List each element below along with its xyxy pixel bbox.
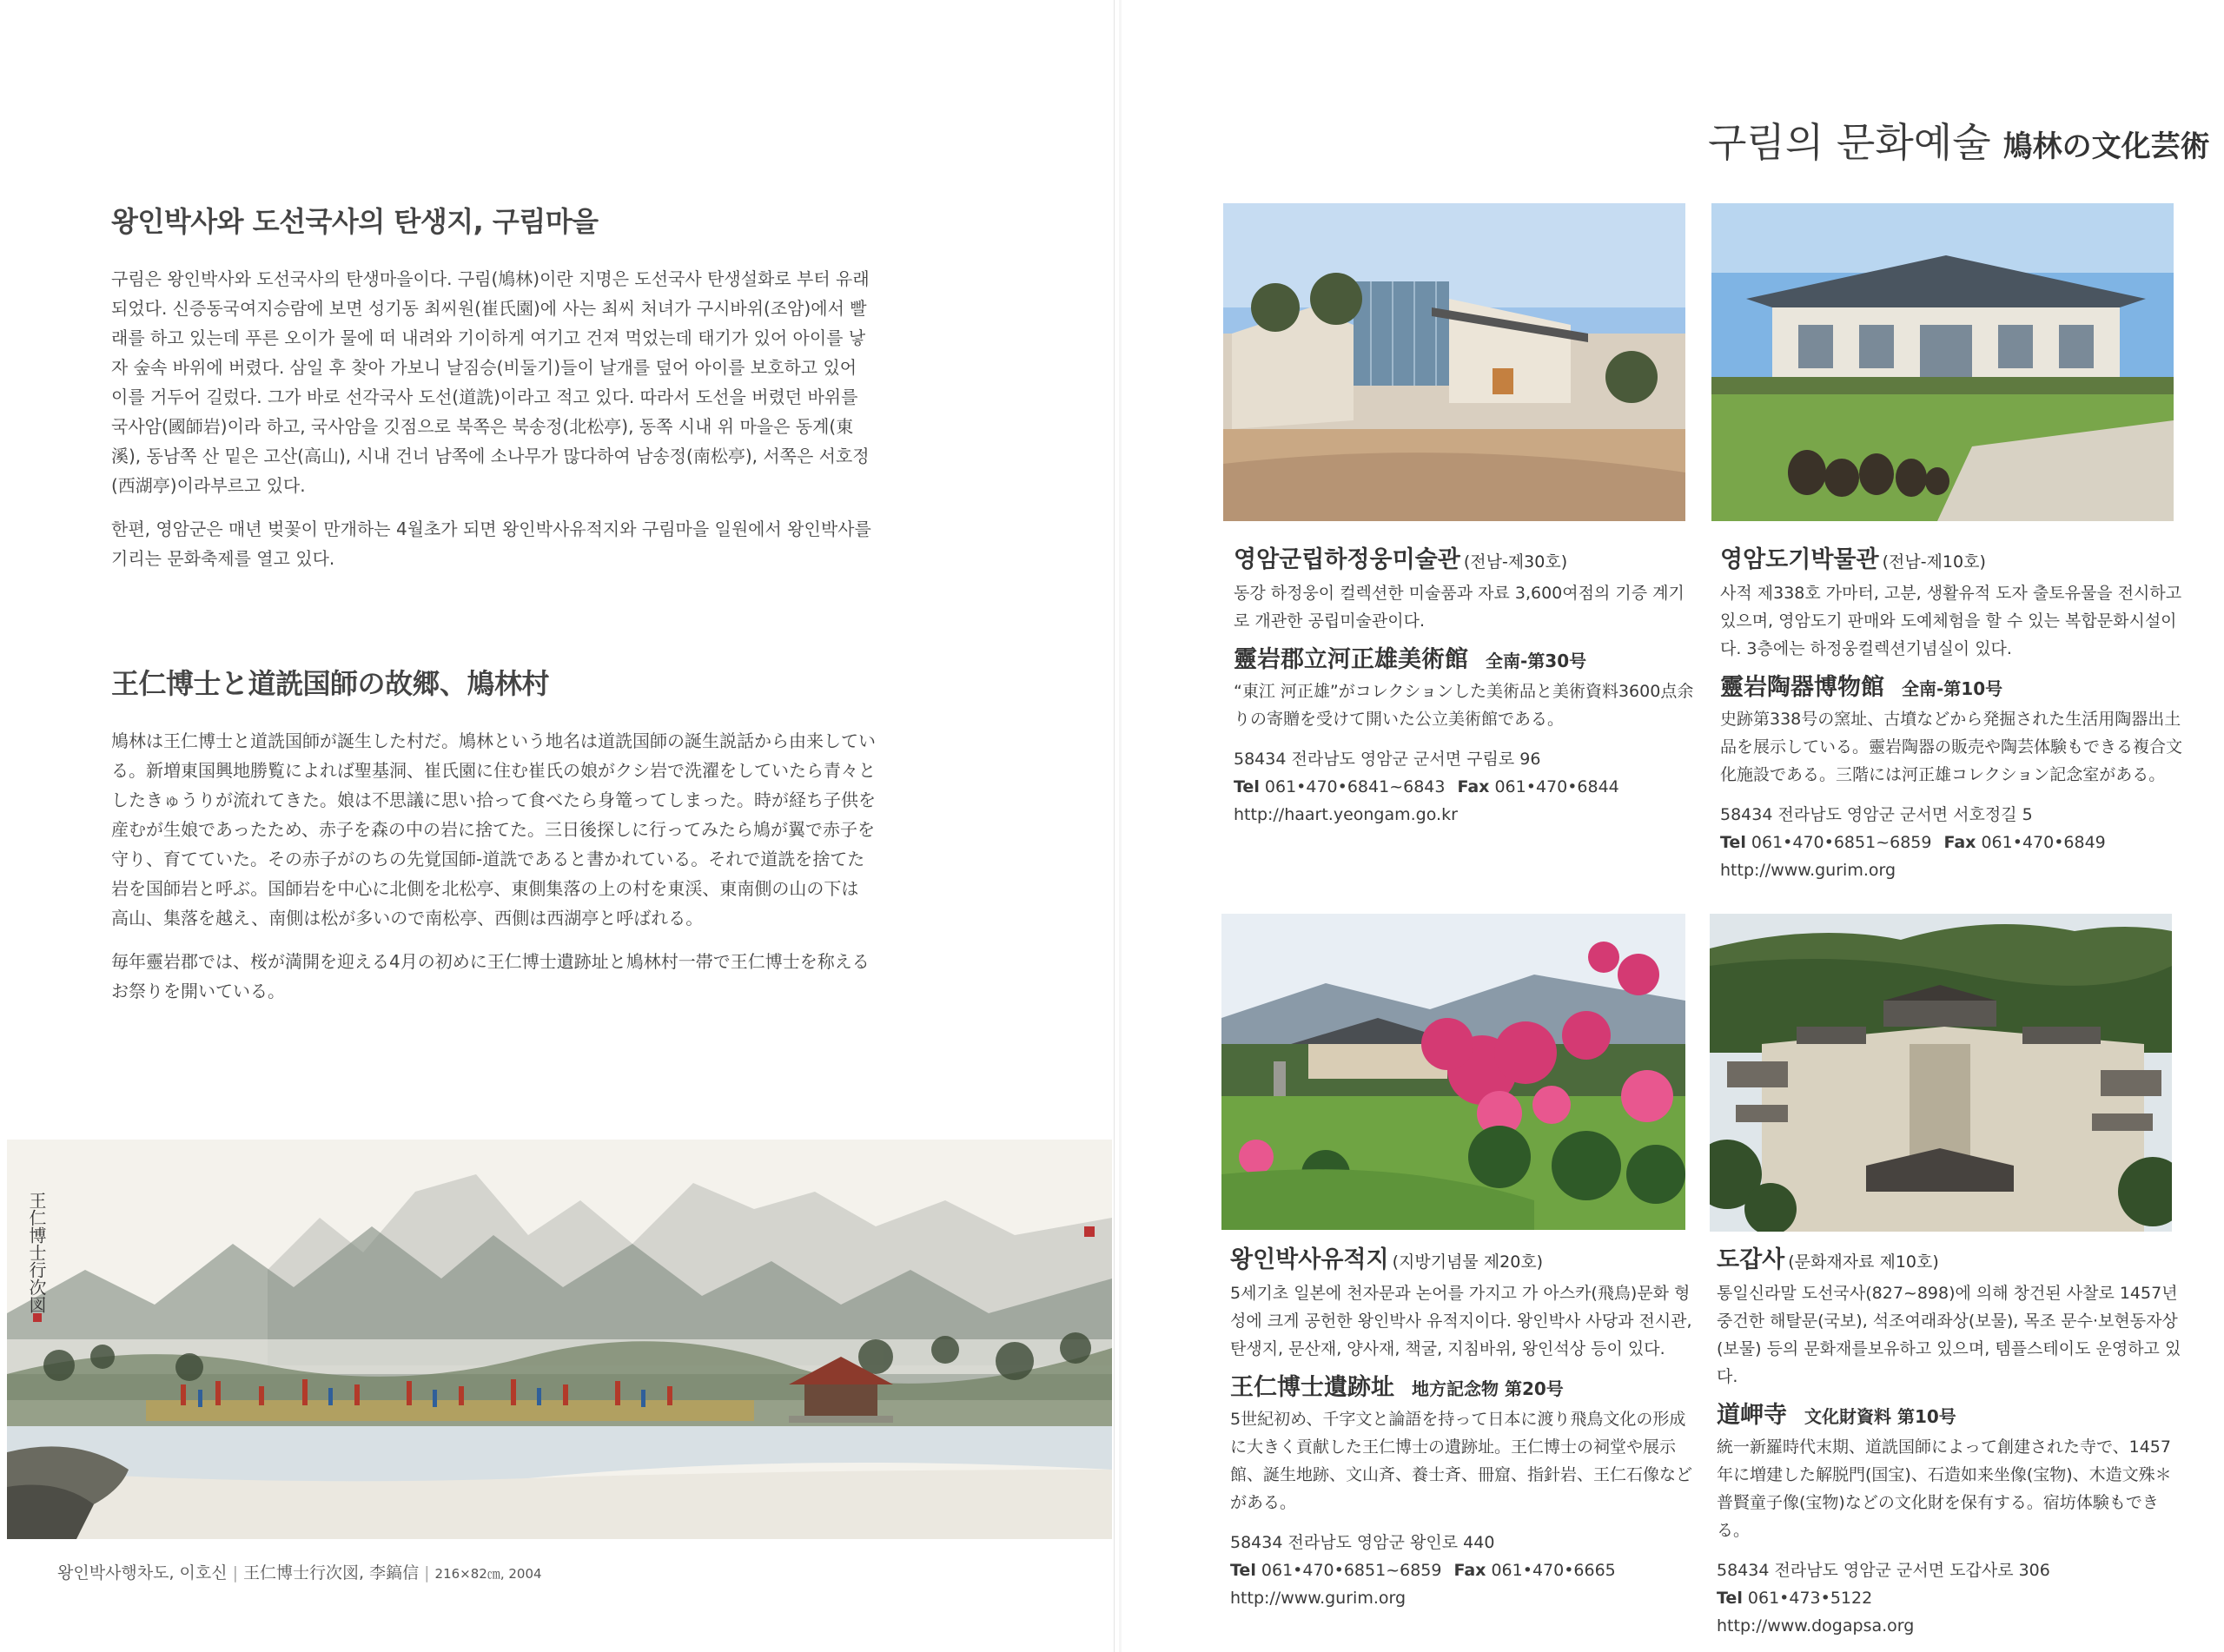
entry-url[interactable]: http://haart.yeongam.go.kr <box>1234 805 1458 824</box>
entry-address: 58434 전라남도 영암군 왕인로 440 <box>1230 1533 1495 1552</box>
japanese-paragraph-1: 鳩林は王仁博士と道詵国師が誕生した村だ。鳩林という地名は道詵国師の誕生説話から由来している。新増東国興地勝覧によれば聖基洞、崔氏園に住む崔氏の娘がクシ岩で洗濯をしていたら青々としたきゅうりが流れてきた。娘は不思議に思い拾って食べたら身篭ってしまった。時が経ち子供を産むが生娘であったため、赤子を森の中の岩に捨てた。三日後探しに行ってみたら鳩が翼で赤子を守り、育てていた。その赤子がのちの先覚国師-道詵であると書かれている。それで道詵を捨てた岩を国師岩と呼ぶ。国師岩を中心に北側を北松亭、東側集落の上の村を東渓、東南側の山の下は高山、集落を越え、南側は松が多いので南松亭、西側は西湖亭と呼ばれる。 <box>111 730 876 928</box>
entry-jp-name: 道岬寺 <box>1717 1402 1787 1429</box>
entry-jp-description: 史跡第338号の窯址、古墳などから発掘された生活用陶器出土品を展示している。靈岩陶器の販売や陶芸体験もできる複合文化施設である。三階には河正雄コレクション記念室がある。 <box>1720 710 2183 784</box>
tel-number: 061•473•5122 <box>1747 1589 1873 1608</box>
japanese-body <box>111 726 876 1020</box>
entry-phone-fax <box>1720 829 2186 856</box>
page-spine <box>1114 0 1115 1652</box>
dogapsa-temple-photo <box>1710 914 2172 1232</box>
entry-jp-description: 統一新羅時代末期、道詵国師によって創建された寺で、1457年に増建した解脱門(国宝)、石造如来坐像(宝物)、木造文殊＊普賢童子像(宝物)などの文化財を保有する。宿坊体験もできる。 <box>1717 1437 2172 1540</box>
tel-number: 061•470•6841~6843 <box>1264 777 1446 796</box>
tel-label: Tel <box>1717 1589 1743 1608</box>
entry-pottery-museum <box>1720 540 2186 884</box>
entry-phone-fax <box>1230 1556 1696 1584</box>
entry-contact <box>1720 801 2186 884</box>
right-page-header <box>1708 111 2210 169</box>
entry-jp-designation: 文化財資料 第10号 <box>1804 1406 1956 1427</box>
fax-number: 061•470•6849 <box>1981 833 2106 852</box>
art-museum-photo <box>1223 203 1685 521</box>
tel-number: 061•470•6851~6859 <box>1261 1561 1442 1580</box>
entry-jp-description: 5世紀初め、千字文と論語を持って日本に渡り飛鳥文化の形成に大きく貢献した王仁博士の遺跡址。王仁博士の祠堂や展示館、誕生地跡、文山斉、養士斉、冊窟、指針岩、王仁石像などがある。 <box>1230 1410 1693 1512</box>
entry-art-museum <box>1234 540 1699 829</box>
japanese-paragraph-2: 毎年靈岩郡では、桜が満開を迎える4月の初めに王仁博士遺跡址と鳩林村一帯で王仁博士を称えるお祭りを開いている。 <box>111 951 870 1001</box>
entry-contact <box>1230 1529 1696 1612</box>
caption-separator: | <box>424 1563 430 1583</box>
entry-jp-designation: 地方記念物 第20号 <box>1412 1378 1564 1399</box>
entry-jp-designation: 全南-第30号 <box>1486 651 1587 671</box>
entry-ko-description: 사적 제338호 가마터, 고분, 생활유적 도자 출토유물을 전시하고 있으며, 영암도기 판매와 도예체험을 할 수 있는 복합문화시설이다. 3층에는 하정웅컬렉션기념실이 있다. <box>1720 584 2182 658</box>
korean-body <box>111 264 876 587</box>
entry-contact <box>1717 1556 2182 1640</box>
entry-ko-title <box>1720 540 2186 574</box>
header-korean: 구림의 문화예술 <box>1708 119 1991 166</box>
pottery-museum-photo <box>1711 203 2174 521</box>
caption-dimensions: 216×82㎝, 2004 <box>434 1566 542 1582</box>
caption-title-jp: 王仁博士行次図, 李鎬信 <box>243 1563 420 1583</box>
caption-separator: | <box>232 1563 239 1583</box>
entry-ko-designation: (지방기념물 제20호) <box>1392 1252 1544 1272</box>
entry-ko-name: 영암군립하정웅미술관 <box>1234 546 1460 573</box>
korean-section-title: 왕인박사와 도선국사의 탄생지, 구림마을 <box>111 205 599 238</box>
japanese-section-title: 王仁博士と道詵国師の故郷、鳩林村 <box>111 667 550 700</box>
entry-jp-title <box>1717 1396 2182 1430</box>
entry-ko-name: 영암도기박물관 <box>1720 546 1879 573</box>
entry-address: 58434 전라남도 영암군 군서면 구림로 96 <box>1234 750 1541 769</box>
entry-jp-name: 王仁博士遺跡址 <box>1230 1374 1394 1401</box>
fax-label: Fax <box>1943 833 1976 852</box>
entry-ko-designation: (전남-제30호) <box>1463 552 1568 572</box>
header-japanese: 鳩林の文化芸術 <box>2002 129 2210 164</box>
entry-ko-title <box>1234 540 1699 574</box>
painting-inscription: 王仁博士行次図 <box>26 1192 47 1313</box>
entry-address: 58434 전라남도 영암군 군서면 도갑사로 306 <box>1717 1561 2050 1580</box>
page-spine-shadow <box>1119 0 1122 1652</box>
entry-jp-title <box>1234 640 1699 674</box>
painting-caption <box>57 1560 542 1583</box>
tel-label: Tel <box>1230 1561 1256 1580</box>
entry-phone <box>1717 1584 2182 1612</box>
fax-number: 061•470•6665 <box>1491 1561 1616 1580</box>
royal-procession-painting <box>7 1140 1112 1539</box>
entry-address: 58434 전라남도 영암군 군서면 서호정길 5 <box>1720 805 2033 824</box>
tel-label: Tel <box>1234 777 1260 796</box>
entry-url[interactable]: http://www.gurim.org <box>1720 861 1896 880</box>
entry-jp-name: 靈岩郡立河正雄美術館 <box>1234 646 1468 673</box>
entry-jp-title <box>1230 1368 1696 1402</box>
entry-phone-fax <box>1234 773 1699 801</box>
caption-title-ko: 왕인박사행차도, 이호신 <box>57 1563 228 1583</box>
tel-number: 061•470•6851~6859 <box>1751 833 1932 852</box>
entry-url[interactable]: http://www.dogapsa.org <box>1717 1616 1915 1635</box>
fax-label: Fax <box>1453 1561 1486 1580</box>
entry-ko-designation: (문화재자료 제10호) <box>1788 1252 1939 1272</box>
entry-ko-name: 도갑사 <box>1717 1246 1785 1273</box>
entry-ko-description: 동강 하정웅이 컬렉션한 미술품과 자료 3,600여점의 기증 계기로 개관한 공립미술관이다. <box>1234 584 1685 631</box>
korean-paragraph-2: 한편, 영암군은 매년 벚꽃이 만개하는 4월초가 되면 왕인박사유적지와 구림마을 일원에서 왕인박사를 기리는 문화축제를 열고 있다. <box>111 519 871 569</box>
fax-label: Fax <box>1457 777 1490 796</box>
entry-ko-description: 5세기초 일본에 천자문과 논어를 가지고 가 아스카(飛鳥)문화 형성에 크게 공헌한 왕인박사 유적지이다. 왕인박사 사당과 전시관, 탄생지, 문산재, 양사재, 책굴, 지침바위, 왕인석상 등이 있다. <box>1230 1284 1692 1358</box>
entry-dogapsa <box>1717 1240 2182 1640</box>
entry-ko-name: 왕인박사유적지 <box>1230 1246 1389 1273</box>
entry-jp-title <box>1720 668 2186 702</box>
wangin-site-photo <box>1221 914 1685 1230</box>
entry-url[interactable]: http://www.gurim.org <box>1230 1589 1407 1608</box>
entry-jp-designation: 全南-第10号 <box>1902 678 2003 699</box>
tel-label: Tel <box>1720 833 1746 852</box>
entry-ko-title <box>1717 1240 2182 1274</box>
entry-contact <box>1234 745 1699 829</box>
entry-jp-description: “東江 河正雄”がコレクションした美術品と美術資料3600点余りの寄贈を受けて開いた公立美術館である。 <box>1234 682 1694 729</box>
entry-ko-designation: (전남-제10호) <box>1882 552 1986 572</box>
entry-jp-name: 靈岩陶器博物館 <box>1720 674 1884 701</box>
korean-paragraph-1: 구림은 왕인박사와 도선국사의 탄생마을이다. 구림(鳩林)이란 지명은 도선국사 탄생설화로 부터 유래되었다. 신증동국여지승람에 보면 성기동 최씨원(崔氏園)에 사는 최씨 처녀가 구시바위(조암)에서 빨래를 하고 있는데 푸른 오이가 물에 떠 내려와 기이하게 여기고 건져 먹었는데 태기가 있어 아이를 낳자 숲속 바위에 버렸다. 삼일 후 찾아 가보니 날짐승(비둘기)들이 날개를 덮어 아이를 보호하고 있어 이를 거두어 길렀다. 그가 바로 선각국사 도선(道詵)이라고 적고 있다. 따라서 도선을 버렸던 바위를 국사암(國師岩)이라 하고, 국사암을 깃점으로 북쪽은 북송정(北松亭), 동쪽 시내 위 마을은 동계(東溪), 동남쪽 산 밑은 고산(高山), 시내 건너 남쪽에 소나무가 많다하여 남송정(南松亭), 서쪽은 서호정(西湖亭)이라부르고 있다. <box>111 268 870 496</box>
entry-ko-title <box>1230 1240 1696 1274</box>
fax-number: 061•470•6844 <box>1494 777 1619 796</box>
entry-wangin-site <box>1230 1240 1696 1612</box>
entry-ko-description: 통일신라말 도선국사(827~898)에 의해 창건된 사찰로 1457년 중건한 해탈문(국보), 석조여래좌상(보물), 목조 문수·보현동자상(보물) 등의 문화재를보유하고 있으며, 템플스테이도 운영하고 있다. <box>1717 1284 2181 1386</box>
